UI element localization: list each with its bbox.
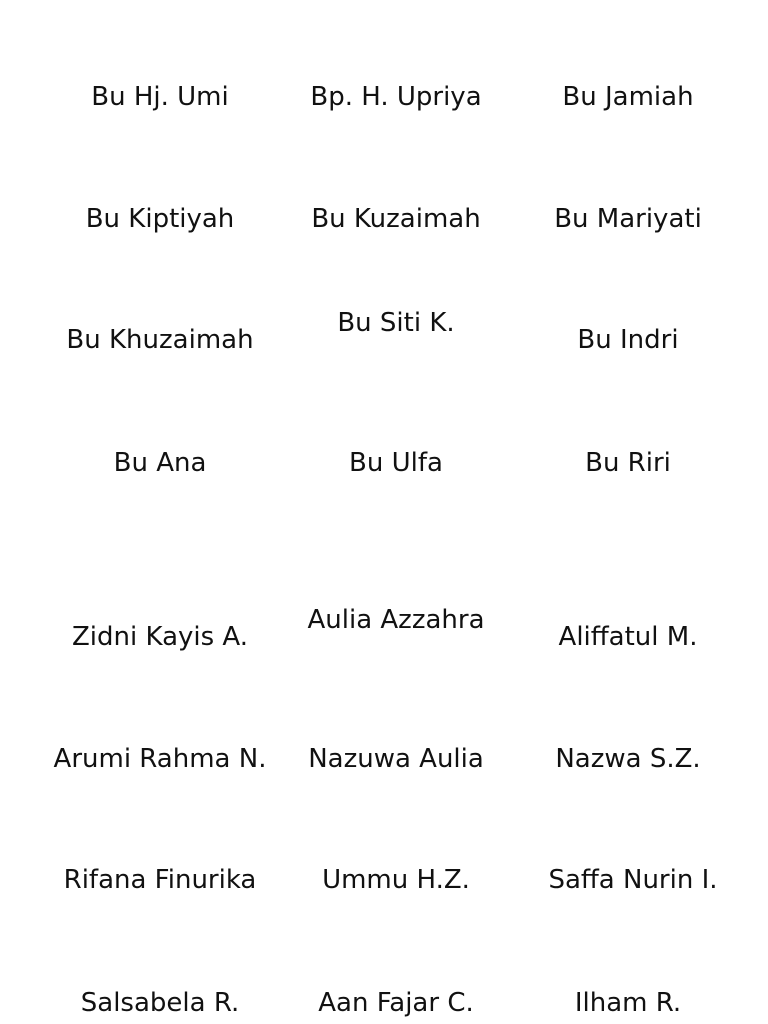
- name-label: Salsabela R.: [80, 988, 240, 1018]
- name-label: Ilham R.: [574, 988, 682, 1018]
- name-label: Nazwa S.Z.: [555, 744, 701, 774]
- name-label: Bu Ana: [113, 448, 207, 478]
- name-label: Nazuwa Aulia: [308, 744, 484, 774]
- name-label: Ummu H.Z.: [322, 865, 470, 895]
- name-label: Bp. H. Upriya: [310, 82, 482, 112]
- name-label: Bu Mariyati: [554, 204, 702, 234]
- name-label: Bu Riri: [585, 448, 671, 478]
- name-label: Rifana Finurika: [63, 865, 257, 895]
- name-label: Bu Siti K.: [337, 308, 455, 338]
- name-label: Aliffatul M.: [558, 622, 698, 652]
- name-label: Bu Indri: [577, 325, 679, 355]
- name-label: Bu Khuzaimah: [66, 325, 254, 355]
- name-label: Bu Hj. Umi: [91, 82, 229, 112]
- name-label: Bu Jamiah: [562, 82, 694, 112]
- name-label: Bu Kiptiyah: [85, 204, 235, 234]
- name-label: Aan Fajar C.: [318, 988, 474, 1018]
- name-label: Arumi Rahma N.: [53, 744, 267, 774]
- name-label: Aulia Azzahra: [307, 605, 485, 635]
- name-label: Saffa Nurin I.: [548, 865, 718, 895]
- name-label: Bu Ulfa: [349, 448, 443, 478]
- name-label: Bu Kuzaimah: [311, 204, 481, 234]
- name-label: Zidni Kayis A.: [71, 622, 249, 652]
